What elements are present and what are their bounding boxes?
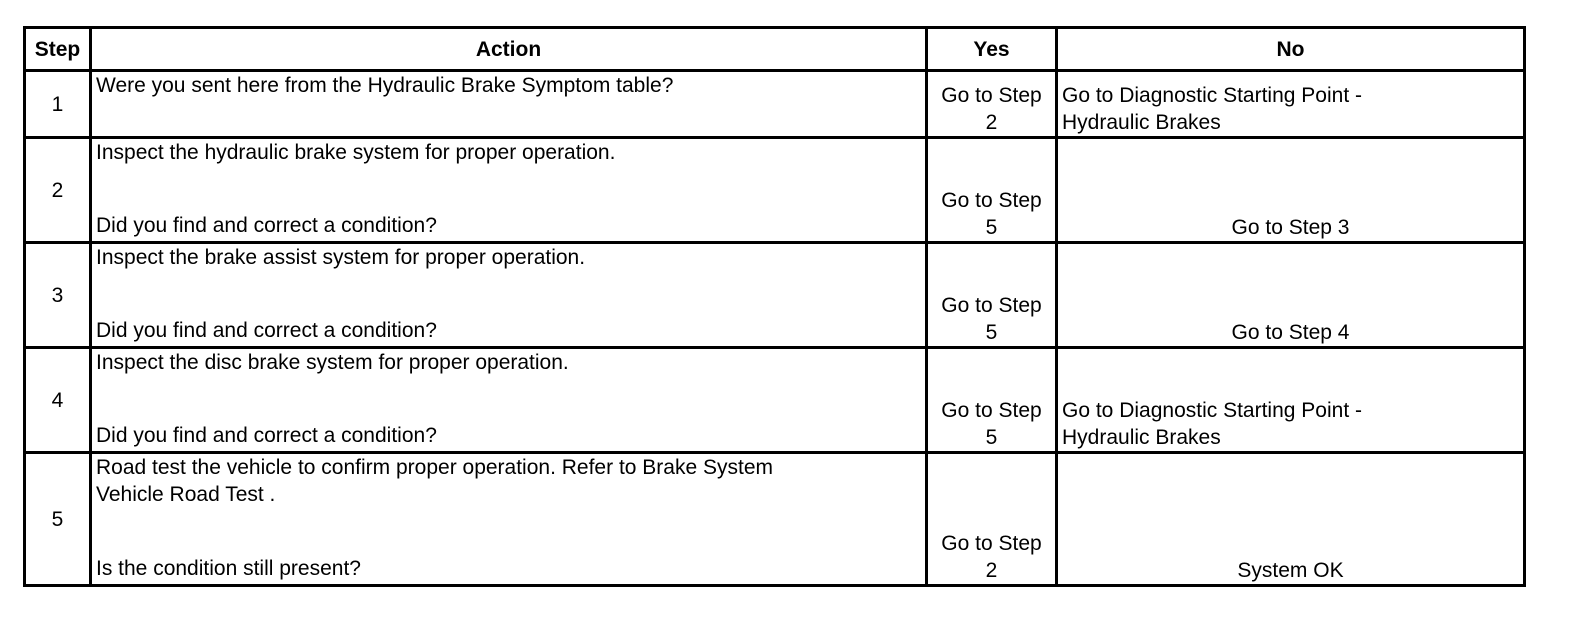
no-cell [1057,71,1525,138]
no-text: Go to Diagnostic Starting Point - [1062,399,1362,422]
action-cell [91,453,927,586]
yes-step-number: 5 [985,321,998,344]
step-number: 1 [25,71,91,138]
table-row [25,138,1525,243]
action-text: Inspect the brake assist system for proper operation. [96,246,586,269]
yes-cell [927,348,1057,453]
header-action: Action [91,28,927,71]
action-question: Is the condition still present? [96,557,361,580]
header-row [25,28,1525,71]
no-text: System OK [1237,559,1344,582]
yes-text: Go to Step [941,399,1042,422]
yes-text: Go to Step [941,294,1042,317]
table-row [25,453,1525,586]
yes-text: Go to Step [941,189,1042,212]
action-text: Inspect the hydraulic brake system for proper operation. [96,141,616,164]
step-number: 3 [25,243,91,348]
yes-step-number: 2 [985,559,998,582]
no-text: Go to Step 3 [1231,216,1350,239]
table-row [25,71,1525,138]
yes-step-number: 5 [985,426,998,449]
yes-text: Go to Step [941,532,1042,555]
header-yes: Yes [927,28,1057,71]
no-cell [1057,453,1525,586]
action-cell [91,71,927,138]
no-text: Go to Step 4 [1231,321,1350,344]
action-cell [91,243,927,348]
step-number: 5 [25,453,91,586]
yes-cell [927,243,1057,348]
yes-text: Go to Step [941,84,1042,107]
action-text: Road test the vehicle to confirm proper operation. Refer to Brake System [96,456,773,479]
action-question: Did you find and correct a condition? [96,424,437,447]
action-text: Were you sent here from the Hydraulic Brake Symptom table? [96,74,674,97]
yes-cell [927,71,1057,138]
table-row [25,348,1525,453]
yes-cell [927,453,1057,586]
diagnostic-table [23,26,1526,587]
step-number: 4 [25,348,91,453]
header-no: No [1057,28,1525,71]
action-cell [91,138,927,243]
no-cell [1057,138,1525,243]
no-cell [1057,348,1525,453]
step-number: 2 [25,138,91,243]
action-cell [91,348,927,453]
action-text: Vehicle Road Test . [96,483,276,506]
yes-step-number: 2 [985,111,998,134]
no-text: Hydraulic Brakes [1062,426,1221,449]
action-text: Inspect the disc brake system for proper operation. [96,351,569,374]
yes-step-number: 5 [985,216,998,239]
yes-cell [927,138,1057,243]
no-cell [1057,243,1525,348]
no-text: Hydraulic Brakes [1062,111,1221,134]
header-step: Step [25,28,91,71]
table-row [25,243,1525,348]
no-text: Go to Diagnostic Starting Point - [1062,84,1362,107]
action-question: Did you find and correct a condition? [96,214,437,237]
action-question: Did you find and correct a condition? [96,319,437,342]
